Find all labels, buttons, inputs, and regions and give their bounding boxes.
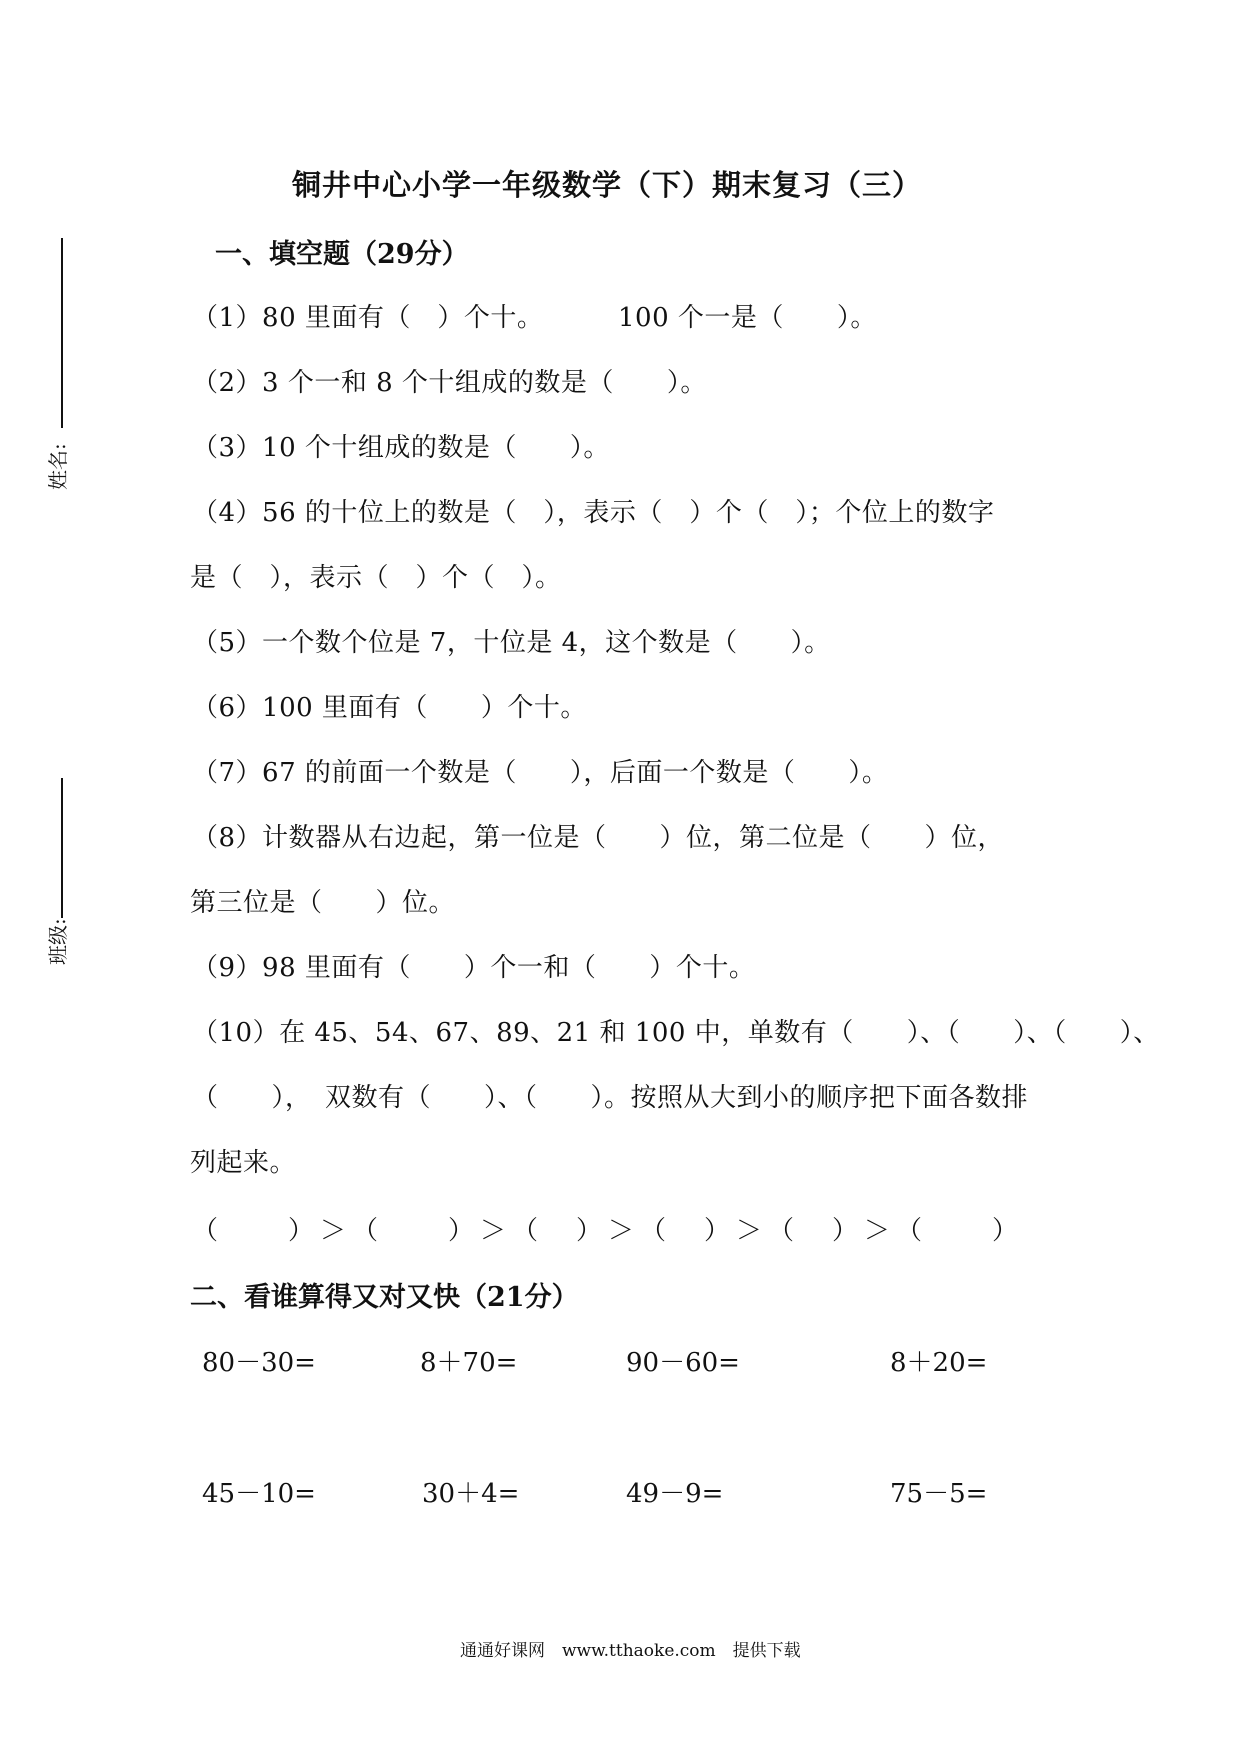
calc-item: 30＋4= xyxy=(422,1479,520,1509)
calc-item: 45－10= xyxy=(202,1479,316,1509)
calc-item: 49－9= xyxy=(626,1479,724,1509)
section1-heading: 一、填空题（29分） xyxy=(215,239,469,270)
calc-item: 75－5= xyxy=(890,1479,988,1509)
question-line: （1）80 里面有（ ）个十。 xyxy=(192,303,544,333)
question-line: （8）计数器从右边起，第一位是（ ）位，第二位是（ ）位， xyxy=(192,823,1005,853)
section2-heading: 二、看谁算得又对又快（21分） xyxy=(190,1282,579,1313)
question-line: 第三位是（ ）位。 xyxy=(190,888,456,918)
question-line: （10）在 45、54、67、89、21 和 100 中，单数有（ ）、（ ）、（ ）、 xyxy=(192,1018,1160,1048)
question-line: 是（ ），表示（ ）个（ ）。 xyxy=(190,563,562,593)
class-label: 班级: xyxy=(46,918,70,965)
page-title: 铜井中心小学一年级数学（下）期末复习（三） xyxy=(292,168,923,202)
question-line: （2）3 个一和 8 个十组成的数是（ ）。 xyxy=(192,368,707,398)
calc-item: 8＋70= xyxy=(420,1348,518,1378)
name-label: 姓名: xyxy=(46,443,70,490)
question-line: （7）67 的前面一个数是（ ），后面一个数是（ ）。 xyxy=(192,758,889,788)
question-line: （4）56 的十位上的数是（ ），表示（ ）个（ ）；个位上的数字 xyxy=(192,498,995,528)
name-underline xyxy=(61,238,63,428)
footer-credit: 通通好课网 www.tthaoke.com 提供下载 xyxy=(460,1641,801,1661)
calc-item: 8＋20= xyxy=(890,1348,988,1378)
question-line: （9）98 里面有（ ）个一和（ ）个十。 xyxy=(192,953,756,983)
question-line: （5）一个数个位是 7，十位是 4，这个数是（ ）。 xyxy=(192,628,831,658)
question-line: （6）100 里面有（ ）个十。 xyxy=(192,693,587,723)
question-line: （3）10 个十组成的数是（ ）。 xyxy=(192,433,610,463)
question-line: 100 个一是（ ）。 xyxy=(618,303,877,333)
question-line: （ ）， 双数有（ ）、（ ）。按照从大到小的顺序把下面各数排 xyxy=(192,1083,1029,1113)
class-underline xyxy=(61,778,63,918)
ordering-line: （ ）＞（ ）＞（ ）＞（ ）＞（ ）＞（ ） xyxy=(192,1216,1025,1246)
question-line: 列起来。 xyxy=(190,1148,297,1178)
calc-item: 90－60= xyxy=(626,1348,740,1378)
calc-item: 80－30= xyxy=(202,1348,316,1378)
